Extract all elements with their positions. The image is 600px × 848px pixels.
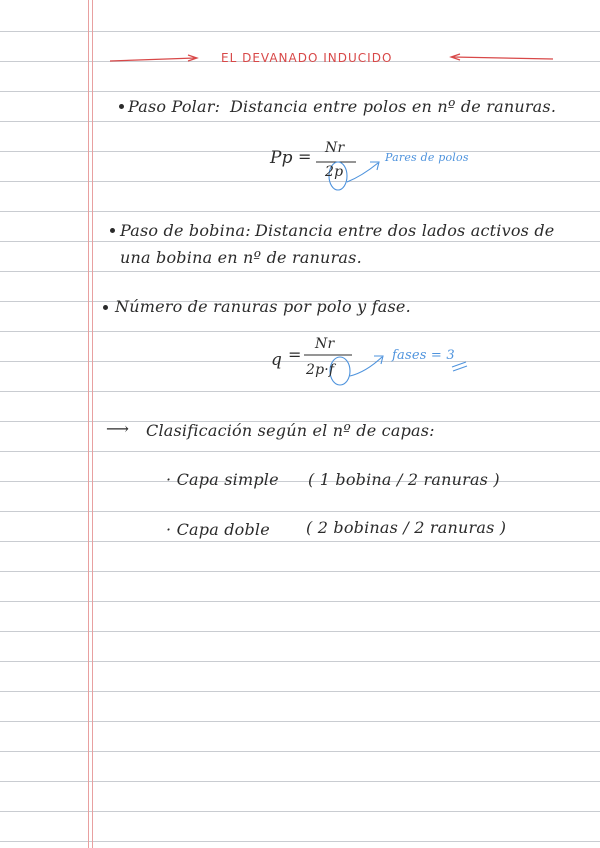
capa-doble-name: · Capa doble	[166, 520, 270, 539]
formula-1-den: 2p	[325, 164, 344, 180]
classification-arrow: ⟶	[106, 419, 130, 438]
formula-2-num: Nr	[315, 336, 335, 352]
item-1-label: Paso Polar:	[128, 97, 221, 116]
item-2-text: Distancia entre dos lados activos de	[255, 221, 555, 240]
classification-heading: Clasificación según el nº de capas:	[146, 421, 435, 440]
formula-2-lhs: q	[271, 350, 283, 370]
formula-2-eq: =	[288, 345, 302, 364]
bullet-2	[110, 228, 115, 233]
formula-1-num: Nr	[325, 140, 345, 156]
page-title: EL DEVANADO INDUCIDO	[221, 51, 393, 65]
title-right-arrow	[453, 57, 553, 59]
formula-1-note: Pares de polos	[385, 151, 469, 164]
formula-1-eq: =	[298, 147, 312, 166]
formula-2-den: 2p·f	[306, 362, 335, 378]
formula-1-lhs: Pp	[270, 148, 293, 168]
bullet-1	[119, 104, 124, 109]
title-left-arrow	[110, 58, 195, 61]
item-3-label: Número de ranuras por polo y fase.	[115, 297, 411, 316]
capa-simple-detail: ( 1 bobina / 2 ranuras )	[308, 470, 500, 489]
bullet-3	[103, 305, 108, 310]
capa-doble-detail: ( 2 bobinas / 2 ranuras )	[306, 518, 507, 537]
item-2-label: Paso de bobina:	[120, 221, 251, 240]
capa-simple-name: · Capa simple	[166, 470, 279, 489]
formula-2-note: fases = 3	[392, 348, 455, 363]
item-2-text-continued: una bobina en nº de ranuras.	[120, 248, 362, 267]
item-1-text: Distancia entre polos en nº de ranuras.	[230, 97, 557, 116]
